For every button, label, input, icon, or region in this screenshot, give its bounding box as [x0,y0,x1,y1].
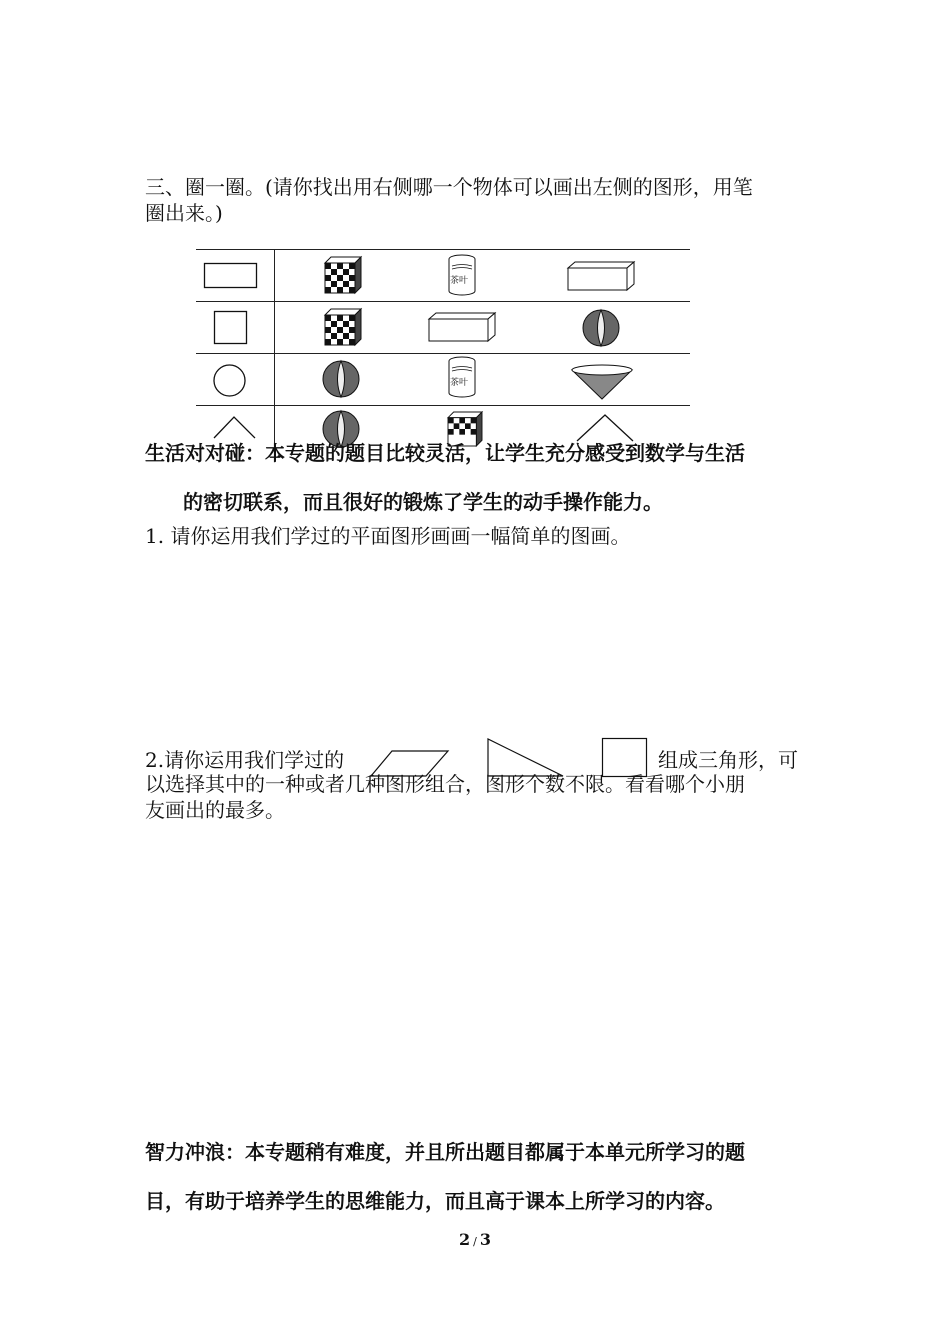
question-1: 1. 请你运用我们学过的平面图形画画一幅简单的图画。 [145,524,631,548]
brain-heading-line2: 目，有助于培养学生的思维能力，而且高于课本上所学习的内容。 [145,1189,725,1213]
page-current: 2 [459,1230,471,1249]
question-2-line2: 以选择其中的一种或者几种图形组合，图形个数不限。看看哪个小朋 [145,772,745,796]
tea-can-icon [447,356,477,398]
life-heading-line2: 的密切联系，而且很好的锻炼了学生的动手操作能力。 [183,490,663,514]
question-2-line3: 友画出的最多。 [145,798,285,822]
ball-icon [322,360,360,398]
cuboid-box-icon [567,261,635,291]
cone-icon [571,364,633,400]
rectangle-shape [204,263,258,289]
rubik-cube-icon [325,309,361,345]
tea-can-icon [447,254,477,296]
question-2-suffix: 组成三角形，可 [658,748,798,772]
rubik-cube-icon [325,257,361,293]
cuboid-box-icon [428,312,496,342]
question-2-prefix: 2.请你运用我们学过的 [145,748,345,772]
section3-line2: 圈出来。) [145,201,223,225]
brain-heading-line1: 智力冲浪：本专题稍有难度，并且所出题目都属于本单元所学习的题 [145,1140,745,1164]
life-heading-line1: 生活对对碰：本专题的题目比较灵活，让学生充分感受到数学与生活 [145,441,745,465]
tea-can-label: 茶叶 [450,378,469,388]
page-number [459,1230,491,1249]
page-total: 3 [479,1230,491,1249]
tea-can-label: 茶叶 [450,276,469,286]
page-separator: / [473,1235,477,1248]
square-shape [214,311,248,345]
ball-icon [582,309,620,347]
circle-shape [213,364,247,398]
section3-line1: 三、圈一圈。(请你找出用右侧哪一个物体可以画出左侧的图形，用笔 [145,175,753,199]
